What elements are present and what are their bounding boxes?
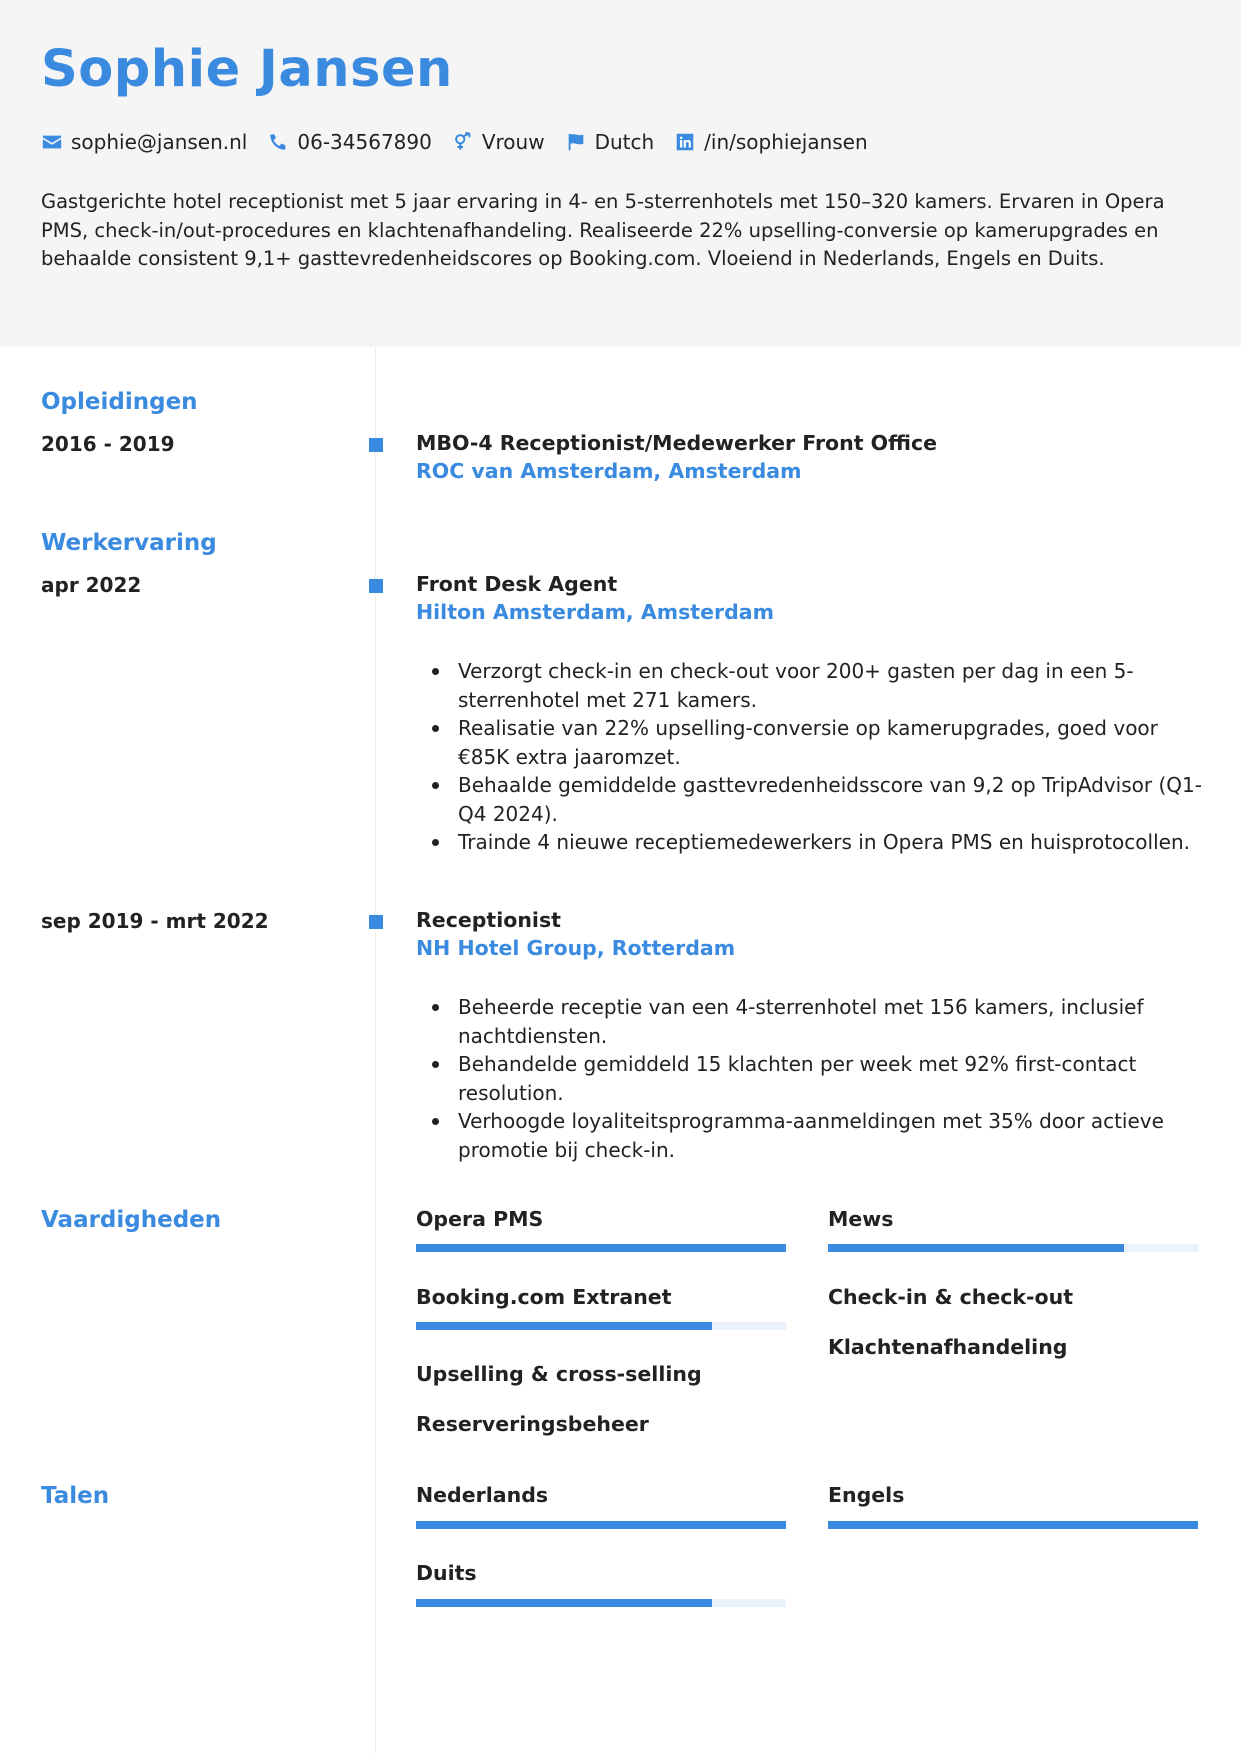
column-divider [375, 347, 376, 1754]
section-title-skills: Vaardigheden [41, 1207, 222, 1233]
contact-nationality-text: Dutch [594, 130, 655, 154]
education-institution: ROC van Amsterdam, Amsterdam [416, 459, 802, 483]
gender-icon [452, 131, 474, 153]
skill-name: Klachtenafhandeling [828, 1335, 1068, 1359]
list-item: Trainde 4 nieuwe receptiemedewerkers in Opera PMS en huisprotocollen. [416, 828, 1206, 857]
skill-bar [828, 1244, 1198, 1252]
section-title-education: Opleidingen [41, 389, 198, 415]
list-item: Verzorgt check-in en check-out voor 200+ gasten per dag in een 5-sterrenhotel met 271 kamers. [416, 657, 1206, 714]
section-title-languages: Talen [41, 1483, 110, 1509]
language-bar-fill [416, 1521, 786, 1529]
contact-phone-text: 06-34567890 [297, 130, 432, 154]
skill-name: Booking.com Extranet [416, 1285, 672, 1309]
header [0, 0, 1241, 347]
language-bar [828, 1521, 1198, 1529]
linkedin-icon [674, 131, 696, 153]
envelope-icon [41, 131, 63, 153]
contact-email[interactable] [41, 130, 247, 154]
experience-date: apr 2022 [41, 573, 142, 597]
experience-bullets [416, 657, 1206, 857]
education-title: MBO-4 Receptionist/Medewerker Front Office [416, 431, 938, 455]
language-bar [416, 1521, 786, 1529]
list-item: Verhoogde loyaliteitsprogramma-aanmeldingen met 35% door actieve promotie bij check-in. [416, 1107, 1206, 1164]
contact-linkedin[interactable] [674, 130, 868, 154]
candidate-name: Sophie Jansen [41, 40, 453, 99]
contact-gender [452, 130, 545, 154]
language-name: Engels [828, 1483, 905, 1507]
experience-date: sep 2019 - mrt 2022 [41, 909, 269, 933]
skill-bar-fill [416, 1322, 712, 1330]
skill-name: Check-in & check-out [828, 1285, 1074, 1309]
skill-name: Upselling & cross-selling [416, 1362, 702, 1386]
language-name: Duits [416, 1561, 477, 1585]
timeline-marker [369, 579, 383, 593]
language-bar-fill [416, 1599, 712, 1607]
experience-title: Receptionist [416, 908, 561, 932]
experience-company: Hilton Amsterdam, Amsterdam [416, 600, 774, 624]
timeline-marker [369, 915, 383, 929]
language-bar [416, 1599, 786, 1607]
experience-company: NH Hotel Group, Rotterdam [416, 936, 736, 960]
profile-summary: Gastgerichte hotel receptionist met 5 jaar ervaring in 4- en 5-sterrenhotels met 150–320 kamers. Ervaren in Opera PMS, check-in/out-procedures en klachtenafhandeling. Realiseerde 22% upselling-conversie op kamerupgrades en behaalde consistent 9,1+ gasttevredenheidscores op Booking.com. Vloeiend in Nederlands, Engels en Duits. [41, 190, 1165, 271]
list-item: Realisatie van 22% upselling-conversie op kamerupgrades, goed voor €85K extra jaaromzet. [416, 714, 1206, 771]
contact-email-text: sophie@jansen.nl [71, 130, 248, 154]
list-item: Behaalde gemiddelde gasttevredenheidsscore van 9,2 op TripAdvisor (Q1-Q4 2024). [416, 771, 1206, 828]
experience-title: Front Desk Agent [416, 572, 618, 596]
experience-bullets [416, 993, 1206, 1164]
skill-bar [416, 1322, 786, 1330]
skill-bar-fill [416, 1244, 786, 1252]
phone-icon [267, 131, 289, 153]
skill-bar-fill [828, 1244, 1124, 1252]
contact-gender-text: Vrouw [481, 130, 545, 154]
skill-bar [416, 1244, 786, 1252]
language-name: Nederlands [416, 1483, 549, 1507]
contact-row [41, 127, 888, 157]
skill-name: Mews [828, 1207, 894, 1231]
skill-name: Opera PMS [416, 1207, 544, 1231]
section-title-experience: Werkervaring [41, 530, 217, 556]
language-bar-fill [828, 1521, 1198, 1529]
contact-linkedin-text: /in/sophiejansen [704, 130, 868, 154]
flag-icon [565, 131, 587, 153]
skill-name: Reserveringsbeheer [416, 1412, 649, 1436]
list-item: Behandelde gemiddeld 15 klachten per week met 92% first-contact resolution. [416, 1050, 1206, 1107]
timeline-marker [369, 438, 383, 452]
education-date: 2016 - 2019 [41, 432, 175, 456]
list-item: Beheerde receptie van een 4-sterrenhotel met 156 kamers, inclusief nachtdiensten. [416, 993, 1206, 1050]
contact-nationality [565, 130, 655, 154]
contact-phone[interactable] [267, 130, 431, 154]
